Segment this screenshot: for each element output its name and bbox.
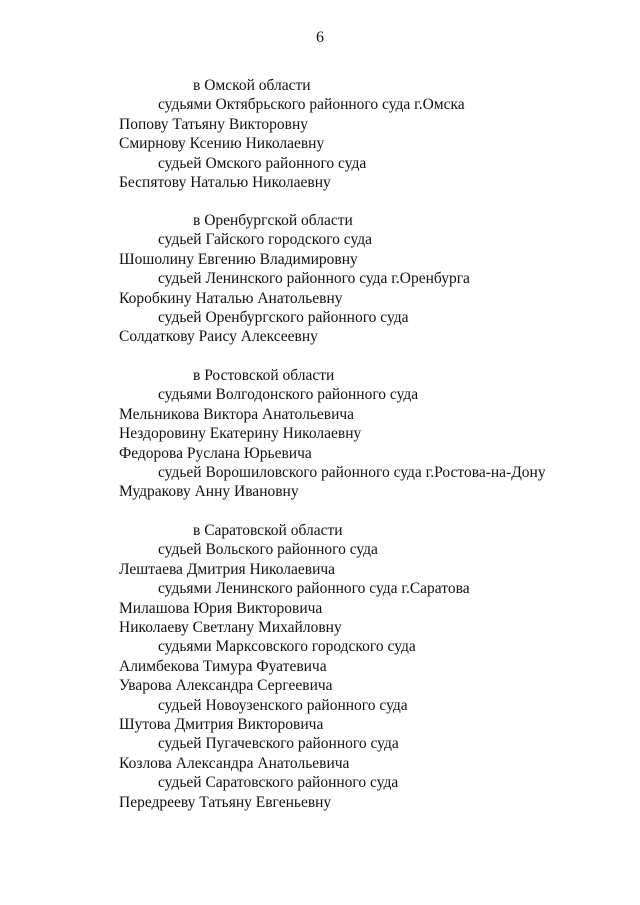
court-line: судьями Октябрьского районного суда г.Омска: [158, 96, 465, 114]
court-line: судьями Волгодонского районного суда: [158, 386, 419, 404]
court-line: судьей Пугачевского районного суда: [158, 735, 399, 753]
judge-name: Передрееву Татьяну Евгеньевну: [119, 793, 332, 811]
judge-name: Шошолину Евгению Владимировну: [119, 250, 358, 268]
region-heading: в Оренбургской области: [193, 212, 353, 229]
judge-name: Лештаева Дмитрия Николаевича: [119, 560, 336, 578]
judge-name: Нездоровину Екатерину Николаевну: [119, 425, 362, 443]
judge-name: Козлова Александра Анатольевича: [119, 754, 350, 772]
court-line: судьей Вольского районного суда: [158, 541, 378, 559]
court-line: судьями Марксовского городского суда: [158, 638, 416, 656]
court-line: судьей Новоузенского районного суда: [158, 696, 408, 714]
region-heading: в Омской области: [193, 77, 311, 94]
court-line: судьей Омского районного суда: [158, 154, 367, 172]
judge-name: Мудракову Анну Ивановну: [119, 483, 299, 501]
judge-name: Федорова Руслана Юрьевича: [119, 444, 312, 462]
judge-name: Коробкину Наталью Анатольевну: [119, 289, 343, 307]
court-line: судьями Ленинского районного суда г.Саратова: [158, 580, 470, 598]
judge-name: Милашова Юрия Викторовича: [119, 599, 323, 617]
judge-name: Мельникова Виктора Анатольевича: [119, 405, 355, 423]
region-heading: в Ростовской области: [193, 367, 335, 384]
court-line: судьей Оренбургского районного суда: [158, 309, 409, 326]
court-line: судьей Ворошиловского районного суда г.Ростова-на-Дону: [158, 464, 546, 481]
judge-name: Николаеву Светлану Михайловну: [119, 619, 342, 636]
judge-name: Алимбекова Тимура Фуатевича: [119, 657, 327, 675]
judge-name: Шутова Дмитрия Викторовича: [119, 716, 324, 733]
court-line: судьей Ленинского районного суда г.Оренбурга: [158, 270, 470, 288]
judge-name: Уварова Александра Сергеевича: [119, 677, 333, 695]
judge-name: Солдаткову Раису Алексеевну: [119, 328, 318, 346]
judge-name: Беспятову Наталью Николаевну: [119, 174, 331, 191]
region-heading: в Саратовской области: [193, 522, 343, 539]
court-line: судьей Саратовского районного суда: [158, 774, 399, 792]
judge-name: Смирнову Ксению Николаевну: [119, 135, 325, 153]
judge-name: Попову Татьяну Викторовну: [119, 115, 308, 133]
court-line: судьей Гайского городского суда: [158, 231, 373, 249]
page-number: 6: [316, 29, 324, 46]
